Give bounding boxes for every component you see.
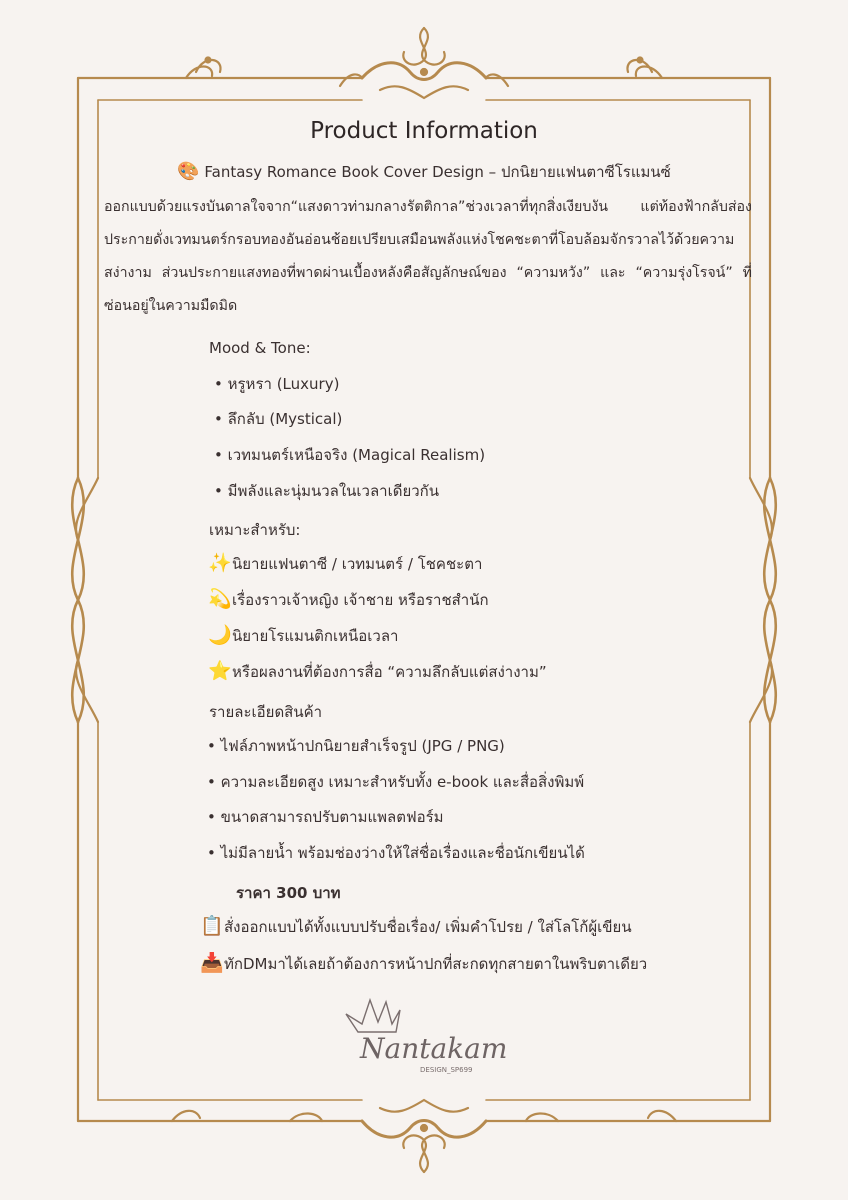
mood-item: • เวทมนตร์เหนือจริง (Magical Realism) [214, 446, 486, 464]
inbox-tray-icon: 📥 [200, 952, 224, 974]
signature-sub: DESIGN_SP699 [420, 1066, 473, 1074]
details-item: • ไม่มีลายน้ำ พร้อมช่องว่างให้ใส่ชื่อเรื่องและชื่อนักเขียนได้ [207, 844, 585, 862]
order-line: 📥ทักDMมาได้เลยถ้าต้องการหน้าปกที่สะกดทุกสายตาในพริบตาเดียว [200, 952, 648, 974]
intro-headline-text: Fantasy Romance Book Cover Design – ปกนิยายแฟนตาซีโรแมนซ์ [204, 163, 671, 181]
suitable-item: ⭐หรือผลงานที่ต้องการสื่อ “ความลึกลับแต่สง่างาม” [208, 660, 547, 682]
mood-item: • ลึกลับ (Mystical) [214, 410, 343, 428]
clipboard-icon: 📋 [200, 915, 224, 937]
details-item: • ไฟล์ภาพหน้าปกนิยายสำเร็จรูป (JPG / PNG) [207, 737, 505, 755]
order-line: 📋สั่งออกแบบได้ทั้งแบบปรับชื่อเรื่อง/ เพิ่มคำโปรย / ใส่โลโก้ผู้เขียน [200, 915, 632, 937]
suitable-heading: เหมาะสำหรับ: [209, 521, 301, 539]
mood-item: • มีพลังและนุ่มนวลในเวลาเดียวกัน [214, 482, 439, 500]
shooting-star-icon: 💫 [208, 588, 232, 610]
mood-item: • หรูหรา (Luxury) [214, 375, 340, 393]
palette-icon: 🎨 [177, 161, 200, 182]
suitable-item: 💫เรื่องราวเจ้าหญิง เจ้าชาย หรือราชสำนัก [208, 588, 489, 610]
suitable-item: ✨นิยายแฟนตาซี / เวทมนตร์ / โชคชะตา [208, 552, 483, 574]
intro-paragraph: ออกแบบด้วยแรงบันดาลใจจาก“แสงดาวท่ามกลางรัตติกาล”ช่วงเวลาที่ทุกสิ่งเงียบงัน แต่ท้องฟ้ากลับส่องประกายดั่งเวทมนตร์กรอบทองอันอ่อนช้อยเปรียบเสมือนพลังแห่งโชคชะตาที่โอบล้อมจักรวาลไว้ด้วยความสง่างาม ส่วนประกายแสงทองที่พาดผ่านเบื้องหลังคือสัญลักษณ์ของ “ความหวัง” และ “ความรุ่งโรจน์” ที่ซ่อนอยู่ในความมืดมิด [104, 199, 752, 314]
mood-heading: Mood & Tone: [209, 339, 311, 357]
details-item: • ความละเอียดสูง เหมาะสำหรับทั้ง e-book และสื่อสิ่งพิมพ์ [207, 773, 585, 791]
details-heading: รายละเอียดสินค้า [209, 703, 323, 721]
page-title: Product Information [310, 118, 538, 144]
star-icon: ⭐ [208, 660, 232, 682]
intro-headline [0, 160, 848, 184]
crown-icon [346, 1000, 400, 1032]
details-item: • ขนาดสามารถปรับตามแพลตฟอร์ม [207, 808, 444, 826]
price-label: ราคา 300 บาท [236, 884, 341, 902]
suitable-item: 🌙นิยายโรแมนติกเหนือเวลา [208, 624, 399, 646]
crescent-moon-icon: 🌙 [208, 624, 232, 646]
signature-logo [336, 994, 508, 1084]
sparkles-icon: ✨ [208, 552, 232, 574]
signature-name: Nantakam [360, 1032, 508, 1065]
